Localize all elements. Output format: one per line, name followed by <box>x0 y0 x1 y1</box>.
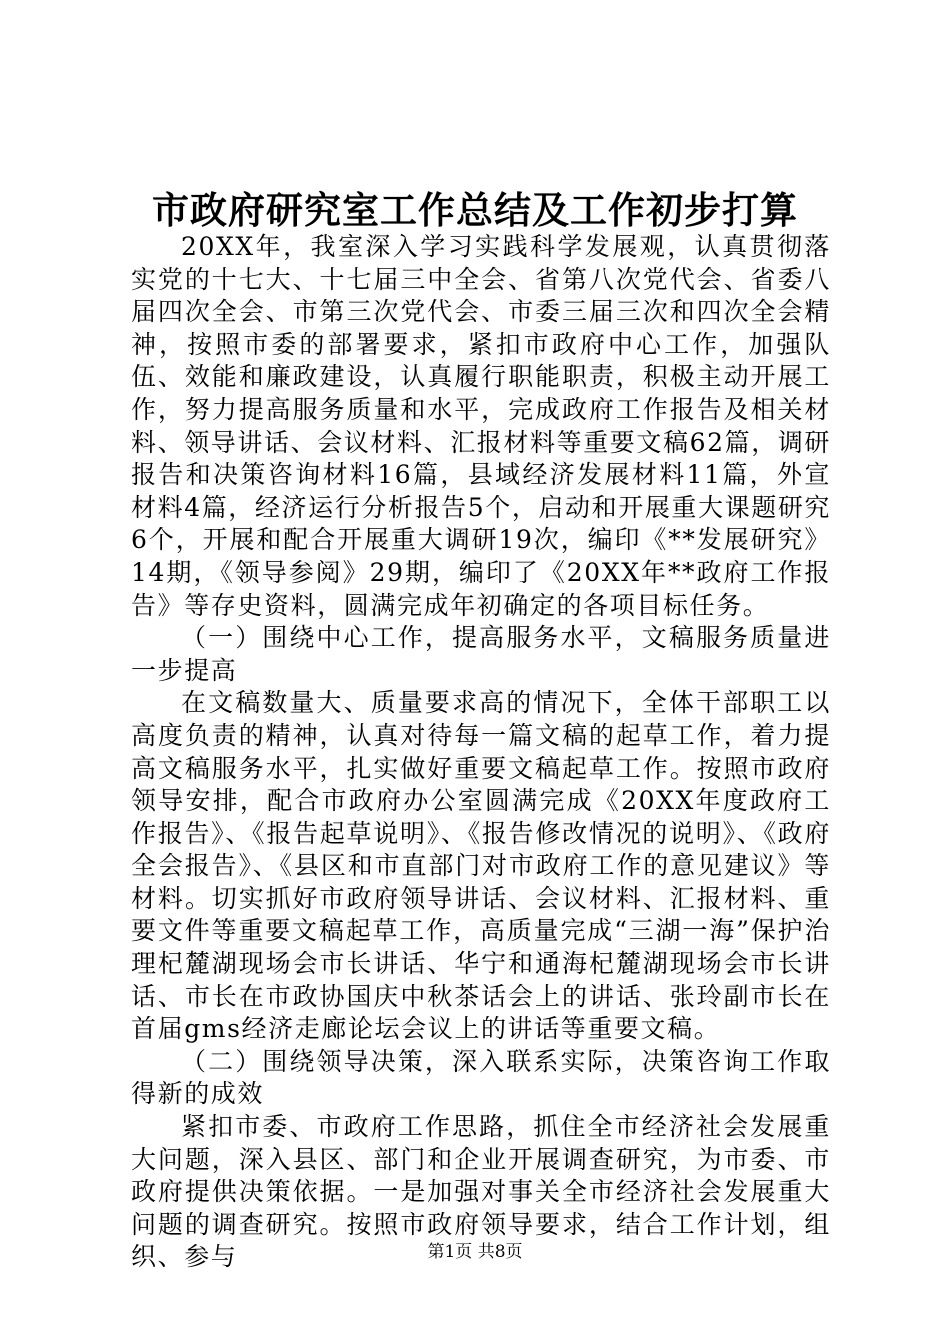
document-title: 市政府研究室工作总结及工作初步打算 <box>152 188 798 232</box>
paragraph-section-1: 在文稿数量大、质量要求高的情况下，全体干部职工以高度负责的精神，认真对待每一篇文稿的起草工作，着力提高文稿服务水平，扎实做好重要文稿起草工作。按照市政府领导安排，配合市政府办公室圆满完成《20XX年度政府工作报告》、《报告起草说明》、《报告修改情况的说明》、《政府全会报告》、《县区和市直部门对市政府工作的意见建议》等材料。切实抓好市政府领导讲话、会议材料、汇报材料、重要文件等重要文稿起草工作，高质量完成“三湖一海”保护治理杞麓湖现场会市长讲话、华宁和通海杞麓湖现场会市长讲话、市长在市政协国庆中秋茶话会上的讲话、张玲副市长在首届gms经济走廊论坛会议上的讲话等重要文稿。 <box>131 688 831 1044</box>
document-body <box>131 231 831 1274</box>
section-heading-2: （二）围绕领导决策，深入联系实际，决策咨询工作取得新的成效 <box>131 1046 831 1109</box>
page-footer: 第1页 共8页 <box>427 1242 523 1262</box>
paragraph-intro: 20XX年，我室深入学习实践科学发展观，认真贯彻落实党的十七大、十七届三中全会、省第八次党代会、省委八届四次全会、市第三次党代会、市委三届三次和四次全会精神，按照市委的部署要求，紧扣市政府中心工作，加强队伍、效能和廉政建设，认真履行职能职责，积极主动开展工作，努力提高服务质量和水平，完成政府工作报告及相关材料、领导讲话、会议材料、汇报材料等重要文稿62篇，调研报告和决策咨询材料16篇，县域经济发展材料11篇，外宣材料4篇，经济运行分析报告5个，启动和开展重大课题研究6个，开展和配合开展重大调研19次，编印《**发展研究》14期，《领导参阅》29期，编印了《20XX年**政府工作报告》等存史资料，圆满完成年初确定的各项目标任务。 <box>131 232 832 620</box>
section-heading-1: （一）围绕中心工作，提高服务水平，文稿服务质量进一步提高 <box>131 623 831 685</box>
paragraph-section-2: 紧扣市委、市政府工作思路，抓住全市经济社会发展重大问题，深入县区、部门和企业开展调查研究，为市委、市政府提供决策依据。一是加强对事关全市经济社会发展重大问题的调查研究。按照市政府领导要求，结合工作计划，组织、参与 <box>131 1112 831 1272</box>
